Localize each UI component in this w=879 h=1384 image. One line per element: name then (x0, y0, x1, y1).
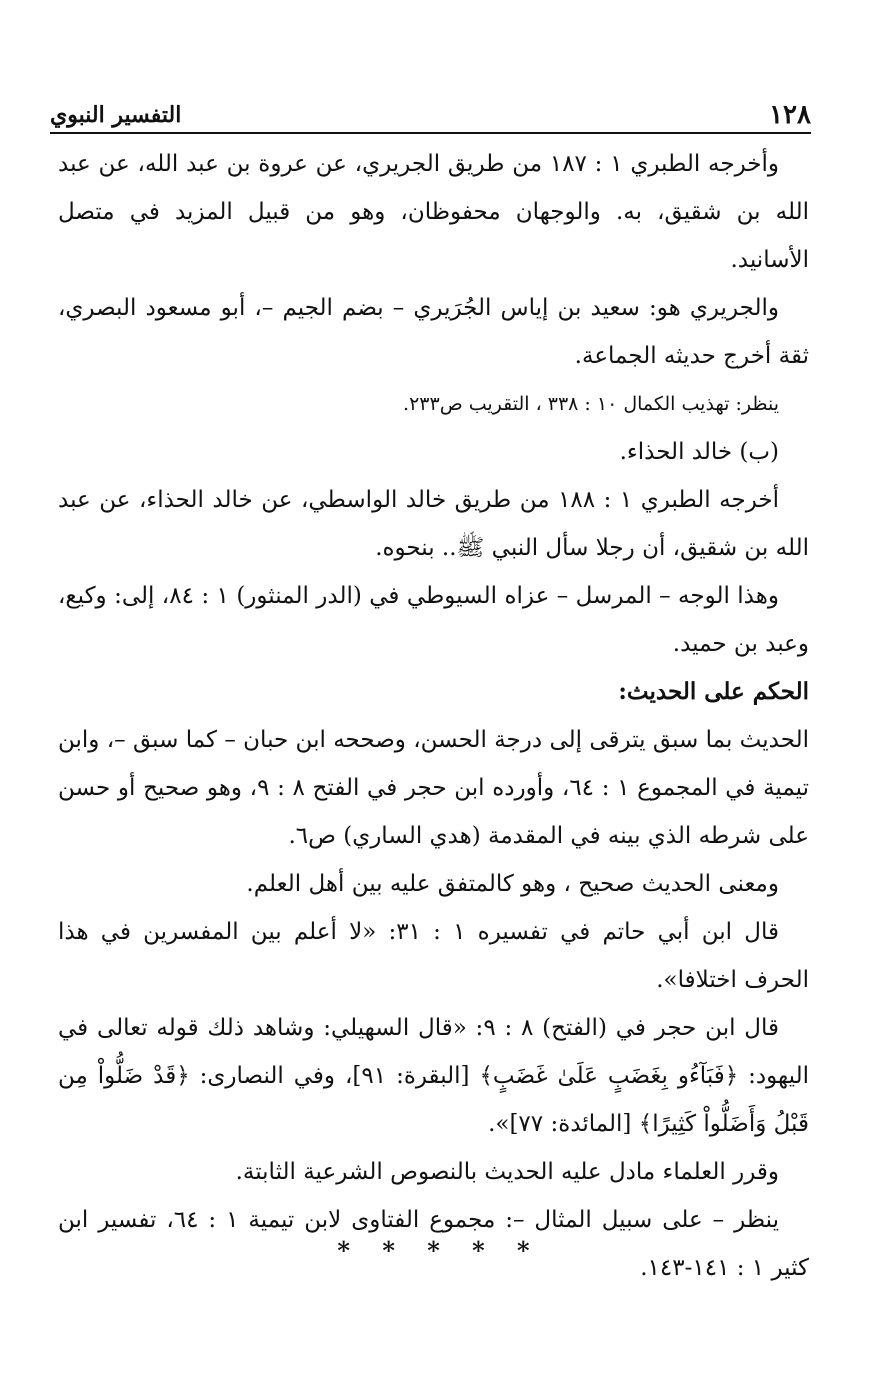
page-number: ١٢٨ (769, 100, 811, 130)
paragraph: أخرجه الطبري ١ : ١٨٨ من طريق خالد الواسطي، عن خالد الحذاء، عن عبد الله بن شقيق، أن رجلا سأل النبي ﷺ.. بنحوه. (58, 487, 809, 561)
paragraph: والجريري هو: سعيد بن إياس الجُرَيري – بضم الجيم –، أبو مسعود البصري، ثقة أخرج حديثه الجماعة. (58, 295, 809, 369)
section-end-ornament: * * * * * (337, 1236, 542, 1265)
subheading: (ب) خالد الحذاء. (619, 439, 779, 465)
paragraph: وأخرجه الطبري ١ : ١٨٧ من طريق الجريري، عن عروة بن عبد الله، عن عبد الله بن شقيق، به. والوجهان محفوظان، وهو من قبيل المزيد في متصل الأسانيد. (58, 151, 809, 273)
paragraph: الحديث بما سبق يترقى إلى درجة الحسن، وصححه ابن حبان – كما سبق –، وابن تيمية في المجموع ١ : ٦٤، وأورده ابن حجر في الفتح ٨ : ٩، وهو صحيح أو حسن على شرطه الذي بينه في المقدمة (هدي الساري) ص٦. (58, 727, 809, 849)
paragraph: ينظر – على سبيل المثال –: مجموع الفتاوى لابن تيمية ١ : ٦٤، تفسير ابن كثير ١ : ١٤١-١٤٣. (58, 1207, 809, 1281)
reference-note: ينظر: تهذيب الكمال ١٠ : ٣٣٨ ، التقريب ص٢٣٣. (403, 393, 779, 415)
section-heading: الحكم على الحديث: (618, 678, 809, 705)
page-body (58, 140, 809, 1292)
paragraph: وهذا الوجه – المرسل – عزاه السيوطي في (الدر المنثور) ١ : ٨٤، إلى: وكيع، وعبد بن حميد. (58, 583, 809, 657)
paragraph: وقرر العلماء مادل عليه الحديث بالنصوص الشرعية الثابتة. (235, 1159, 779, 1185)
running-title: التفسير النبوي (50, 102, 182, 128)
paragraph: قال ابن أبي حاتم في تفسيره ١ : ٣١: «لا أعلم بين المفسرين في هذا الحرف اختلافا». (58, 919, 809, 993)
paragraph: قال ابن حجر في (الفتح) ٨ : ٩: «قال السهيلي: وشاهد ذلك قوله تعالى في اليهود: ﴿فَبَآءُو بِغَضَبٍ عَلَىٰ غَضَبٍ﴾ [البقرة: ٩١]، وفي النصارى: ﴿قَدْ ضَلُّواْ مِن قَبْلُ وَأَضَلُّواْ كَثِيرًا﴾ [المائدة: ٧٧]». (58, 1015, 809, 1137)
page-header (50, 96, 811, 134)
paragraph: ومعنى الحديث صحيح ، وهو كالمتفق عليه بين أهل العلم. (246, 871, 779, 897)
